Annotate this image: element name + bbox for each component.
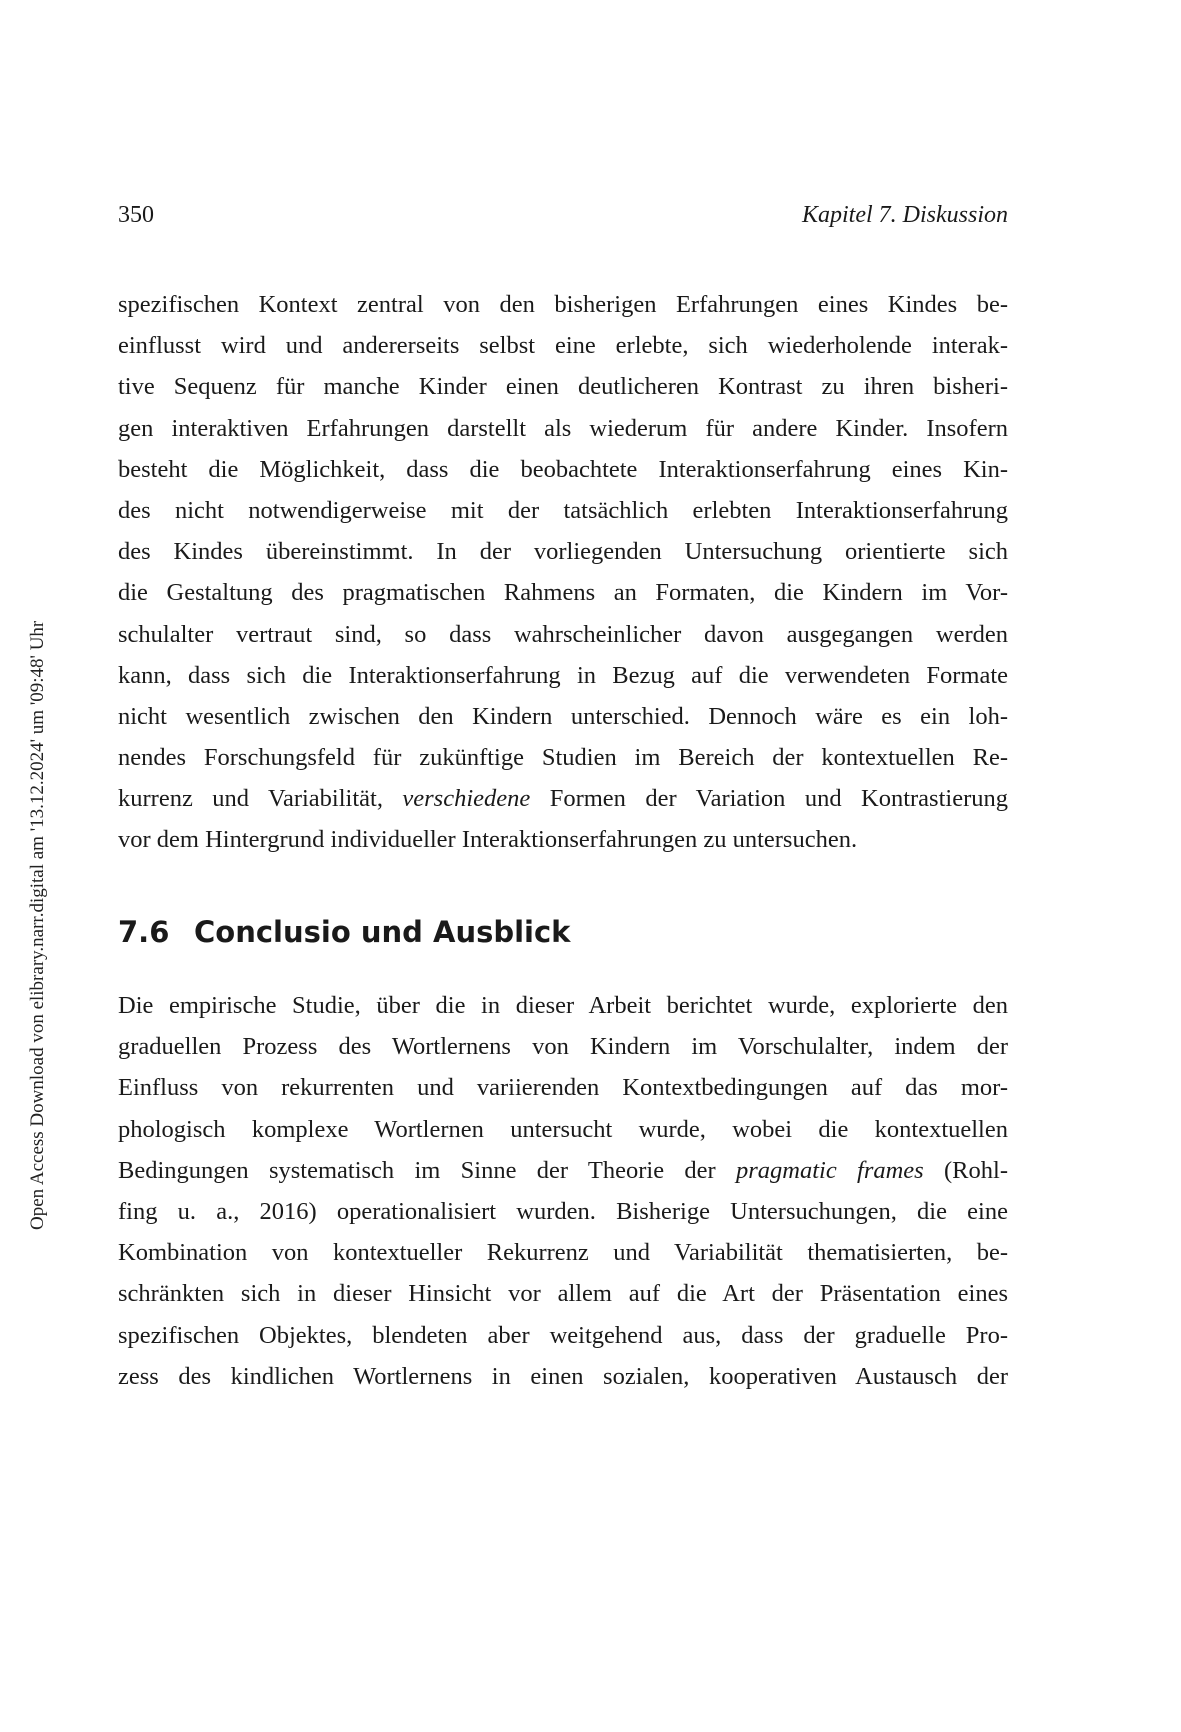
text-line: Kombination von kontextueller Rekurrenz und Variabilität thematisierten, be- <box>118 1239 1008 1267</box>
emphasized-term: pragmatic frames <box>736 1156 924 1184</box>
text-line <box>118 1150 1008 1191</box>
text-line: besteht die Möglichkeit, dass die beobachtete Interaktionserfahrung eines Kin- <box>118 455 1008 483</box>
text-line: zess des kindlichen Wortlernens in einen sozialen, kooperativen Austausch der <box>118 1362 1008 1390</box>
section-number: 7.6 <box>118 915 170 949</box>
text-line: spezifischen Kontext zentral von den bisherigen Erfahrungen eines Kindes be- <box>118 291 1008 318</box>
text-line: fing u. a., 2016) operationalisiert wurden. Bisherige Untersuchungen, die eine <box>118 1197 1008 1225</box>
text-line: des Kindes übereinstimmt. In der vorliegenden Untersuchung orientierte sich <box>118 538 1008 566</box>
text-line: nicht wesentlich zwischen den Kindern unterschied. Dennoch wäre es ein loh- <box>118 702 1008 730</box>
text-line: einflusst wird und andererseits selbst eine erlebte, sich wiederholende interak- <box>118 332 1008 360</box>
text-line: tive Sequenz für manche Kinder einen deutlicheren Kontrast zu ihren bisheri- <box>118 373 1008 401</box>
text-line: graduellen Prozess des Wortlernens von Kindern im Vorschulalter, indem der <box>118 1033 1008 1061</box>
text-line: kann, dass sich die Interaktionserfahrung in Bezug auf die verwendeten Formate <box>118 661 1008 689</box>
text-line: Die empirische Studie, über die in dieser Arbeit berichtet wurde, explorierte den <box>118 992 1008 1019</box>
text-segment: Bedingungen systematisch im Sinne der Theorie der <box>118 1156 736 1184</box>
emphasized-term: verschiedene <box>402 785 531 813</box>
text-line: spezifischen Objektes, blendeten aber weitgehend aus, dass der graduelle Pro- <box>118 1321 1008 1349</box>
text-line: des nicht notwendigerweise mit der tatsächlich erlebten Interaktionserfahrung <box>118 496 1008 524</box>
text-line: nendes Forschungsfeld für zukünftige Studien im Bereich der kontextuellen Re- <box>118 744 1008 772</box>
running-head: Kapitel 7. Diskussion <box>801 202 1008 228</box>
text-segment: (Rohl- <box>923 1156 1008 1184</box>
text-line <box>118 778 1008 819</box>
page-header <box>118 198 1008 232</box>
section-title: Conclusio und Ausblick <box>194 915 571 949</box>
paragraph-continuation <box>118 284 1008 861</box>
text-line: phologisch komplexe Wortlernen untersucht wurde, wobei die kontextuellen <box>118 1115 1008 1143</box>
text-line: Einfluss von rekurrenten und variierenden Kontextbedingungen auf das mor- <box>118 1074 1008 1102</box>
text-line: die Gestaltung des pragmatischen Rahmens an Formaten, die Kindern im Vor- <box>118 579 1008 607</box>
text-line: schulalter vertraut sind, so dass wahrscheinlicher davon ausgegangen werden <box>118 620 1008 648</box>
text-segment: Formen der Variation und Kontrastierung <box>530 785 1008 813</box>
paragraph-conclusio <box>118 985 1008 1397</box>
section-heading <box>118 912 1008 952</box>
text-line: schränkten sich in dieser Hinsicht vor allem auf die Art der Präsentation eines <box>118 1280 1008 1308</box>
page-number: 350 <box>118 202 154 228</box>
download-watermark: Open Access Download von elibrary.narr.digital am '13.12.2024' um '09:48' Uhr <box>27 620 48 1230</box>
text-line: vor dem Hintergrund individueller Interaktionserfahrungen zu untersuchen. <box>118 826 858 854</box>
text-line: gen interaktiven Erfahrungen darstellt als wiederum für andere Kinder. Insofern <box>118 414 1008 442</box>
text-segment: kurrenz und Variabilität, <box>118 785 403 813</box>
